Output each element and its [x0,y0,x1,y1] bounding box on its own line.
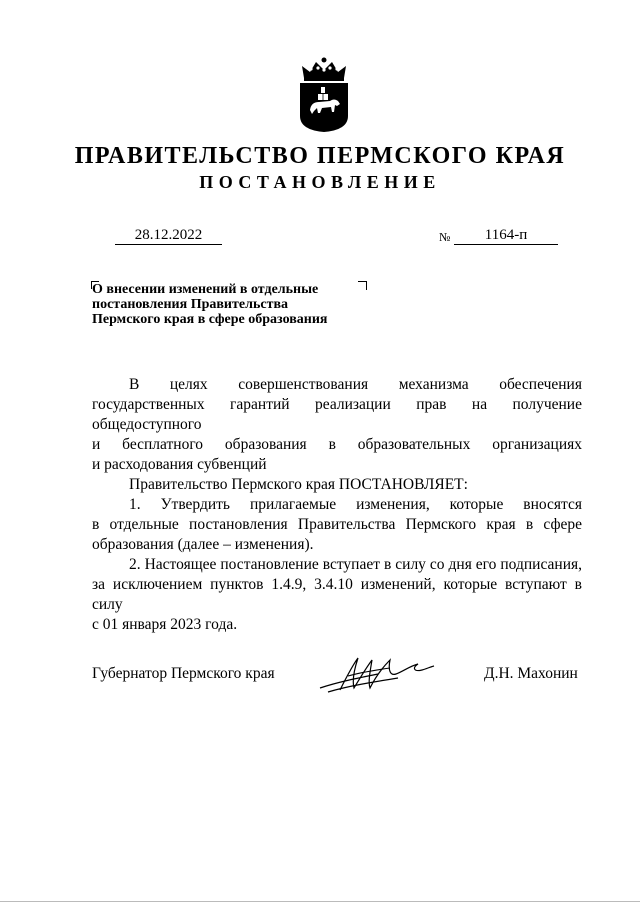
signer-title: Губернатор Пермского края [92,665,275,682]
document-subject [92,282,392,327]
subject-line: постановления Правительства [92,297,288,312]
body-line: с 01 января 2023 года. [92,616,238,633]
body-line: 1. Утвердить прилагаемые изменения, которые вносятся [129,496,582,513]
body-line: Правительство Пермского края ПОСТАНОВЛЯЕТ: [129,476,468,493]
number-sign: № [439,230,451,244]
subject-line: Пермского края в сфере образования [92,312,328,327]
body-line: образования (далее – изменения). [92,536,314,553]
body-line: В целях совершенствования механизма обеспечения [129,376,582,393]
organization-title: ПРАВИТЕЛЬСТВО ПЕРМСКОГО КРАЯ [74,143,566,169]
subject-line: О внесении изменений в отдельные [92,282,319,297]
document-date: 28.12.2022 [115,226,222,245]
body-line: государственных гарантий реализации прав на получение общедоступного [92,396,582,433]
document-number: 1164-п [454,226,558,245]
body-line: в отдельные постановления Правительства Пермского края в сфере [92,516,582,533]
document-body [92,375,582,635]
page-edge-line [0,901,640,902]
body-line: и расходования субвенций [92,456,267,473]
body-line: и бесплатного образования в образовательных организациях [92,436,582,453]
body-line: 2. Настоящее постановление вступает в силу со дня его подписания, [129,556,582,573]
body-line: за исключением пунктов 1.4.9, 3.4.10 изменений, которые вступают в силу [92,576,582,613]
handwritten-signature [318,652,436,698]
document-type: ПОСТАНОВЛЕНИЕ [199,172,441,192]
coat-of-arms-icon [298,56,350,132]
signer-name: Д.Н. Махонин [484,665,578,682]
